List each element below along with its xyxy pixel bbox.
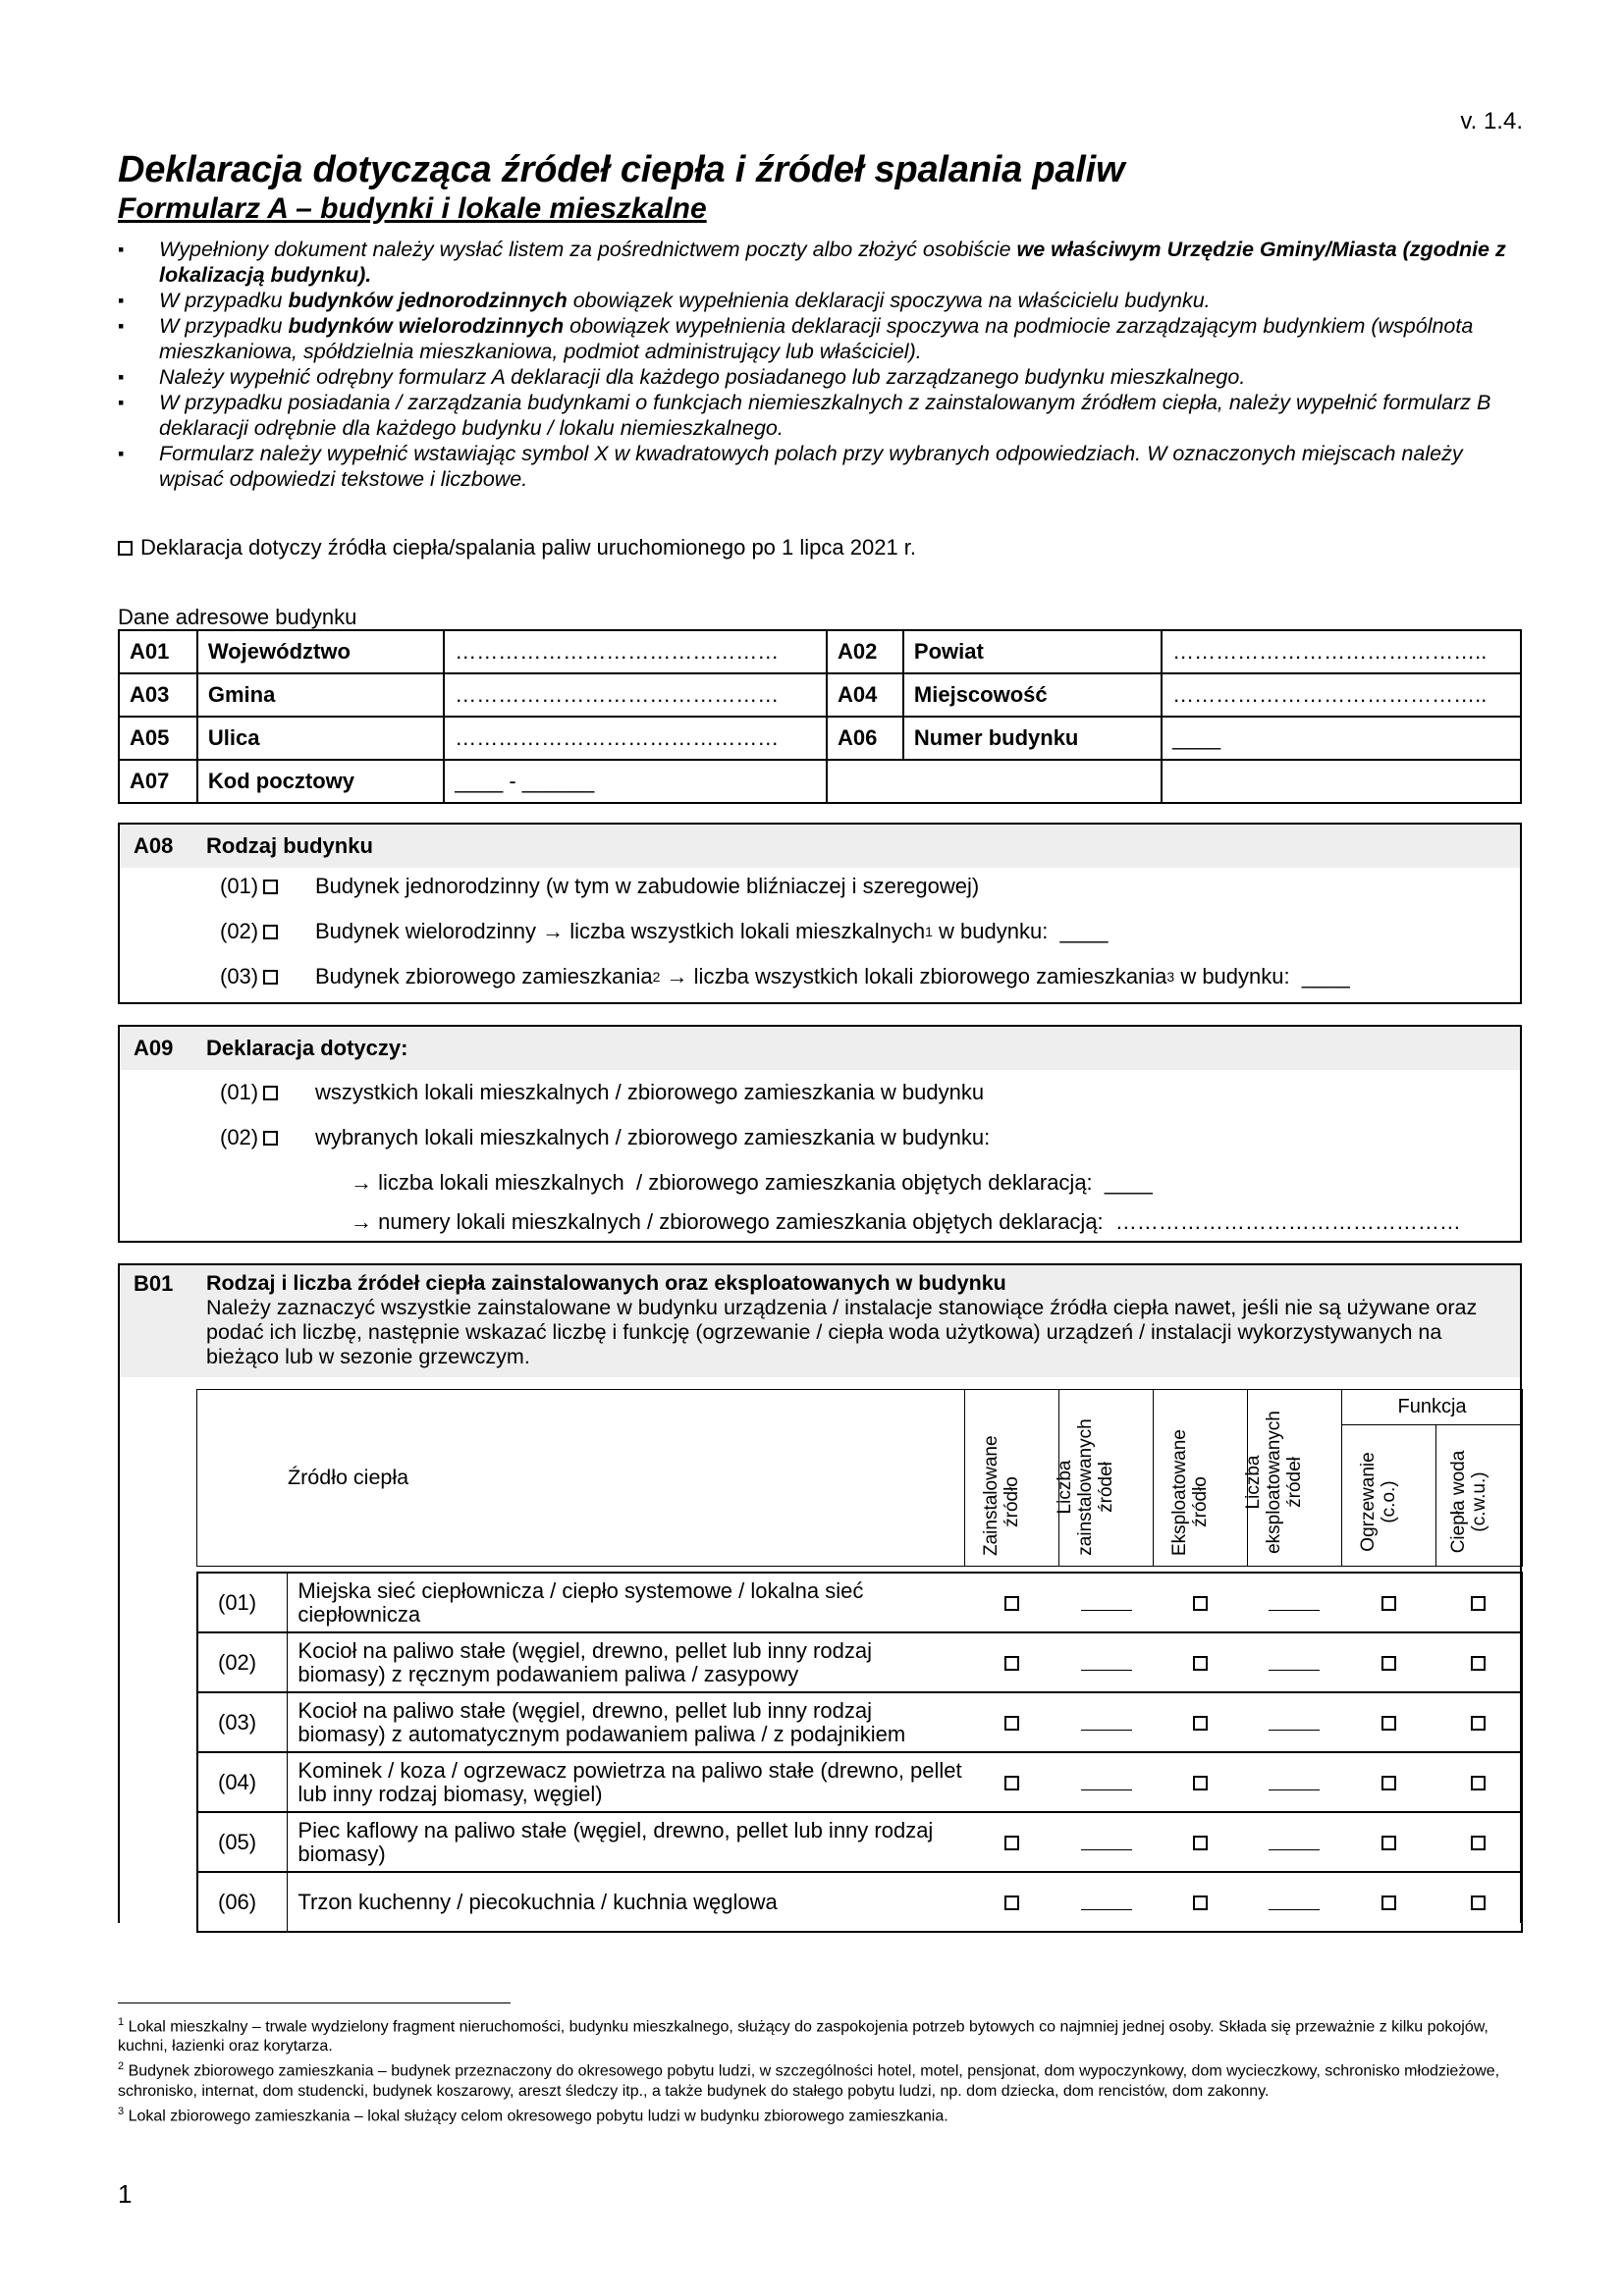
section-b01-description: Należy zaznaczyć wszystkie zainstalowane w budynku urządzenia / instalacje stanowiące źródła ciepła nawet, jeśli nie są używane oraz podać ich liczbę, następnie wskazać liczbę i funkcję (ogrzewanie / ciepła woda użytkowa) urządzeń / instalacji wykorzystywanych na bieżąco lub w sezonie grzewczym. <box>206 1296 1478 1368</box>
row-number: (02) <box>197 1632 288 1692</box>
section-a08-header <box>120 825 1520 868</box>
heat-source-name: Miejska sieć ciepłownicza / ciepło systemowe / lokalna sieć ciepłownicza <box>288 1573 965 1632</box>
footnote-rule <box>118 2002 511 2003</box>
cell-installed-count-field <box>1059 1692 1154 1752</box>
empty-cell <box>1162 760 1521 803</box>
code-a02: A02 <box>827 630 903 673</box>
installed-count-field[interactable] <box>1081 1777 1132 1790</box>
cell-installed-checkbox <box>965 1573 1059 1632</box>
cell-installed-count-field <box>1059 1812 1154 1872</box>
cell-installed-count-field <box>1059 1573 1154 1632</box>
installed-checkbox[interactable] <box>1004 1896 1019 1910</box>
col-installed-header: Zainstalowane źródło <box>965 1390 1059 1567</box>
section-a08-title: Rodzaj budynku <box>206 833 373 858</box>
cell-installed-checkbox <box>965 1692 1059 1752</box>
cell-used-count-field <box>1247 1632 1341 1692</box>
cell-heating-checkbox <box>1341 1632 1435 1692</box>
water-checkbox[interactable] <box>1471 1836 1486 1850</box>
used-count-field[interactable] <box>1269 1597 1320 1611</box>
heating-checkbox[interactable] <box>1381 1656 1396 1671</box>
heat-source-row <box>197 1573 1522 1632</box>
row-number: (01) <box>197 1573 288 1632</box>
version-label: v. 1.4. <box>1460 108 1523 134</box>
code-a03: A03 <box>119 673 197 717</box>
form-title: Deklaracja dotycząca źródeł ciepła i źródeł spalania paliw <box>118 149 1125 190</box>
col-used-count-header: Liczba eksploatowanych źródeł <box>1248 1390 1342 1567</box>
cell-heating-checkbox <box>1341 1692 1435 1752</box>
label-numer-budynku: Numer budynku <box>903 717 1162 760</box>
heat-source-row <box>197 1632 1522 1692</box>
cell-installed-checkbox <box>965 1752 1059 1812</box>
col-function-header: Funkcja <box>1342 1390 1523 1425</box>
section-b01-title: Rodzaj i liczba źródeł ciepła zainstalowanych oraz eksploatowanych w budynku <box>206 1271 1006 1295</box>
col-installed-count-header: Liczba zainstalowanych źródeł <box>1059 1390 1154 1567</box>
installed-count-field[interactable] <box>1081 1837 1132 1850</box>
page-number: 1 <box>118 2179 133 2209</box>
checkbox-02[interactable] <box>263 925 278 939</box>
footnotes <box>118 2012 1522 2126</box>
used-checkbox[interactable] <box>1193 1896 1208 1910</box>
declaration-checkbox[interactable] <box>118 541 133 556</box>
instructions-list <box>118 237 1522 492</box>
instruction-item: ▪ W przypadku posiadania / zarządzania budynkami o funkcjach niemieszkalnych z zainstalowanym źródłem ciepła, należy wypełnić formularz B deklaracji odrębnie dla każdego budynku / lokalu niemieszkalnego. <box>118 390 1522 441</box>
address-caption: Dane adresowe budynku <box>118 605 357 629</box>
code-a09: A09 <box>134 1036 174 1060</box>
used-count-field[interactable] <box>1269 1717 1320 1731</box>
heat-source-name: Trzon kuchenny / piecokuchnia / kuchnia węglowa <box>288 1872 965 1932</box>
cell-installed-checkbox <box>965 1632 1059 1692</box>
used-count-field[interactable] <box>1269 1657 1320 1671</box>
numer-budynku-field[interactable]: ____ <box>1162 717 1521 760</box>
empty-cell <box>827 760 1162 803</box>
heat-source-row <box>197 1692 1522 1752</box>
used-checkbox[interactable] <box>1193 1596 1208 1611</box>
code-a01: A01 <box>119 630 197 673</box>
cell-installed-count-field <box>1059 1632 1154 1692</box>
code-b01: B01 <box>134 1271 174 1296</box>
section-b01 <box>118 1263 1522 1923</box>
flat-count-line[interactable]: → liczba lokali mieszkalnych / zbiorowego zamieszkania objętych deklaracją: ____ <box>351 1170 1153 1195</box>
wojewodztwo-field[interactable]: ……………………………………… <box>444 630 827 673</box>
used-checkbox[interactable] <box>1193 1776 1208 1790</box>
installed-checkbox[interactable] <box>1004 1836 1019 1850</box>
footnote-1: $^1$ Lokal mieszkalny – trwale wydzielony fragment nieruchomości, budynku mieszkalnego, służący do zaspokojenia potrzeb bytowych co najmniej jednej osoby. Składa się przeważnie z kilku pokojów, kuchni, łazienki oraz korytarza. <box>118 2016 1489 2056</box>
cell-installed-checkbox <box>965 1872 1059 1932</box>
used-checkbox[interactable] <box>1193 1656 1208 1671</box>
code-a05: A05 <box>119 717 197 760</box>
cell-used-count-field <box>1247 1573 1341 1632</box>
water-checkbox[interactable] <box>1471 1716 1486 1731</box>
cell-used-count-field <box>1247 1692 1341 1752</box>
water-checkbox[interactable] <box>1471 1656 1486 1671</box>
building-type-option-03: (03) Budynek zbiorowego zamieszkania 2 → liczba wszystkich lokali zbiorowego zamieszkania 3 w budynku: ____ <box>220 964 1350 988</box>
footnote-3: $^3$ Lokal zbiorowego zamieszkania – lokal służący celom okresowego pobytu ludzi w budynku zbiorowego zamieszkania. <box>118 2105 948 2124</box>
heating-checkbox[interactable] <box>1381 1776 1396 1790</box>
col-used-header: Eksploatowane źródło <box>1154 1390 1248 1567</box>
flat-numbers-line[interactable]: → numery lokali mieszkalnych / zbiorowego zamieszkania objętych deklaracją: ………………………………………… <box>351 1209 1461 1234</box>
checkbox-01[interactable] <box>263 880 278 894</box>
heating-checkbox[interactable] <box>1381 1896 1396 1910</box>
heat-source-header-table <box>196 1389 1523 1567</box>
section-a08 <box>118 823 1522 1004</box>
cell-heating-checkbox <box>1341 1812 1435 1872</box>
row-number: (03) <box>197 1692 288 1752</box>
heat-source-row <box>197 1872 1522 1932</box>
cell-used-checkbox <box>1154 1692 1248 1752</box>
cell-used-checkbox <box>1154 1812 1248 1872</box>
used-count-field[interactable] <box>1269 1777 1320 1790</box>
gmina-field[interactable]: ……………………………………… <box>444 673 827 717</box>
instruction-item: ▪ Formularz należy wypełnić wstawiając symbol X w kwadratowych polach przy wybranych odpowiedziach. W oznaczonych miejscach należy wpisać odpowiedzi tekstowe i liczbowe. <box>118 441 1522 492</box>
installed-count-field[interactable] <box>1081 1597 1132 1611</box>
installed-checkbox[interactable] <box>1004 1776 1019 1790</box>
declaration-after-2021 <box>118 535 916 561</box>
heating-checkbox[interactable] <box>1381 1836 1396 1850</box>
code-a06: A06 <box>827 717 903 760</box>
instruction-item: ▪ Należy wypełnić odrębny formularz A deklaracji dla każdego posiadanego lub zarządzanego budynku mieszkalnego. <box>118 364 1522 390</box>
instruction-item: ▪ W przypadku budynków jednorodzinnych obowiązek wypełnienia deklaracji spoczywa na właścicielu budynku. <box>118 288 1522 313</box>
form-subtitle: Formularz A – budynki i lokale mieszkalne <box>118 192 707 225</box>
used-count-field[interactable] <box>1269 1837 1320 1850</box>
section-b01-header <box>120 1265 1520 1377</box>
cell-used-count-field <box>1247 1872 1341 1932</box>
cell-installed-count-field <box>1059 1872 1154 1932</box>
used-checkbox[interactable] <box>1193 1836 1208 1850</box>
cell-heating-checkbox <box>1341 1573 1435 1632</box>
label-miejscowosc: Miejscowość <box>903 673 1162 717</box>
heat-source-row <box>197 1752 1522 1812</box>
cell-used-checkbox <box>1154 1632 1248 1692</box>
row-number: (05) <box>197 1812 288 1872</box>
miejscowosc-field[interactable]: …………………………………….. <box>1162 673 1521 717</box>
row-number: (06) <box>197 1872 288 1932</box>
cell-used-checkbox <box>1154 1872 1248 1932</box>
heat-source-name: Kominek / koza / ogrzewacz powietrza na paliwo stałe (drewno, pellet lub inny rodzaj biomasy, węgiel) <box>288 1752 965 1812</box>
water-checkbox[interactable] <box>1471 1896 1486 1910</box>
cell-water-checkbox <box>1435 1752 1522 1812</box>
cell-heating-checkbox <box>1341 1872 1435 1932</box>
code-a08: A08 <box>134 833 174 858</box>
label-gmina: Gmina <box>197 673 444 717</box>
water-checkbox[interactable] <box>1471 1776 1486 1790</box>
cell-water-checkbox <box>1435 1812 1522 1872</box>
scope-option-01: (01) wszystkich lokali mieszkalnych / zbiorowego zamieszkania w budynku <box>220 1080 985 1104</box>
used-checkbox[interactable] <box>1193 1716 1208 1731</box>
checkbox-03[interactable] <box>263 970 278 985</box>
cell-used-checkbox <box>1154 1573 1248 1632</box>
row-number: (04) <box>197 1752 288 1812</box>
heat-source-name: Kocioł na paliwo stałe (węgiel, drewno, pellet lub inny rodzaj biomasy) z ręcznym podawaniem paliwa / zasypowy <box>288 1632 965 1692</box>
cell-water-checkbox <box>1435 1632 1522 1692</box>
scope-option-02: (02) wybranych lokali mieszkalnych / zbiorowego zamieszkania w budynku: <box>220 1125 991 1149</box>
label-ulica: Ulica <box>197 717 444 760</box>
installed-count-field[interactable] <box>1081 1657 1132 1671</box>
instruction-item: ▪ W przypadku budynków wielorodzinnych obowiązek wypełnienia deklaracji spoczywa na podmiocie zarządzającym budynkiem (wspólnota mieszkaniowa, spółdzielnia mieszkaniowa, podmiot administrujący lub właściciel). <box>118 313 1522 364</box>
kod-pocztowy-field[interactable]: ____ - ______ <box>444 760 827 803</box>
installed-checkbox[interactable] <box>1004 1716 1019 1731</box>
cell-installed-count-field <box>1059 1752 1154 1812</box>
cell-water-checkbox <box>1435 1692 1522 1752</box>
code-a07: A07 <box>119 760 197 803</box>
heat-source-name: Piec kaflowy na paliwo stałe (węgiel, drewno, pellet lub inny rodzaj biomasy) <box>288 1812 965 1872</box>
label-wojewodztwo: Województwo <box>197 630 444 673</box>
cell-used-count-field <box>1247 1812 1341 1872</box>
installed-checkbox[interactable] <box>1004 1656 1019 1671</box>
code-a04: A04 <box>827 673 903 717</box>
section-a09-title: Deklaracja dotyczy: <box>206 1036 408 1060</box>
heat-source-name: Kocioł na paliwo stałe (węgiel, drewno, pellet lub inny rodzaj biomasy) z automatycznym podawaniem paliwa / z podajnikiem <box>288 1692 965 1752</box>
installed-count-field[interactable] <box>1081 1717 1132 1731</box>
powiat-field[interactable]: …………………………………….. <box>1162 630 1521 673</box>
col-heating-header: Ogrzewanie (c.o.) <box>1342 1425 1436 1567</box>
col-source-header: Źródło ciepła <box>197 1390 965 1567</box>
cell-water-checkbox <box>1435 1872 1522 1932</box>
section-a09-header <box>120 1027 1520 1070</box>
address-table <box>118 629 1522 804</box>
cell-installed-checkbox <box>965 1812 1059 1872</box>
water-checkbox[interactable] <box>1471 1596 1486 1611</box>
cell-used-checkbox <box>1154 1752 1248 1812</box>
cell-used-count-field <box>1247 1752 1341 1812</box>
section-a09 <box>118 1025 1522 1243</box>
installed-checkbox[interactable] <box>1004 1596 1019 1611</box>
checkbox-01[interactable] <box>263 1086 278 1100</box>
heating-checkbox[interactable] <box>1381 1716 1396 1731</box>
col-water-header: Ciepła woda (c.w.u.) <box>1436 1425 1523 1567</box>
footnote-2: $^2$ Budynek zbiorowego zamieszkania – budynek przeznaczony do okresowego pobytu ludzi, w szczególności hotel, motel, pensjonat, dom wypoczynkowy, dom wycieczkowy, schronisko młodzieżowe, schronisko, internat, dom studencki, budynek koszarowy, areszt śledczy itp., a także budynek do stałego pobytu ludzi, np. dom dziecka, dom rencistów, dom zakonny. <box>118 2060 1500 2100</box>
heat-source-row <box>197 1812 1522 1872</box>
label-kod-pocztowy: Kod pocztowy <box>197 760 444 803</box>
cell-heating-checkbox <box>1341 1752 1435 1812</box>
ulica-field[interactable]: ……………………………………… <box>444 717 827 760</box>
instruction-item: ▪ Wypełniony dokument należy wysłać listem za pośrednictwem poczty albo złożyć osobiście we właściwym Urzędzie Gminy/Miasta (zgodnie z lokalizacją budynku). <box>118 237 1522 288</box>
cell-water-checkbox <box>1435 1573 1522 1632</box>
checkbox-02[interactable] <box>263 1131 278 1146</box>
heat-source-rows <box>196 1572 1523 1933</box>
building-type-option-01: (01) Budynek jednorodzinny (w tym w zabudowie bliźniaczej i szeregowej) <box>220 874 980 898</box>
heating-checkbox[interactable] <box>1381 1596 1396 1611</box>
building-type-option-02: (02) Budynek wielorodzinny → liczba wszystkich lokali mieszkalnych 1 w budynku: ____ <box>220 919 1109 943</box>
installed-count-field[interactable] <box>1081 1896 1132 1910</box>
label-powiat: Powiat <box>903 630 1162 673</box>
declaration-label: Deklaracja dotyczy źródła ciepła/spalania paliw uruchomionego po 1 lipca 2021 r. <box>140 535 917 560</box>
used-count-field[interactable] <box>1269 1896 1320 1910</box>
